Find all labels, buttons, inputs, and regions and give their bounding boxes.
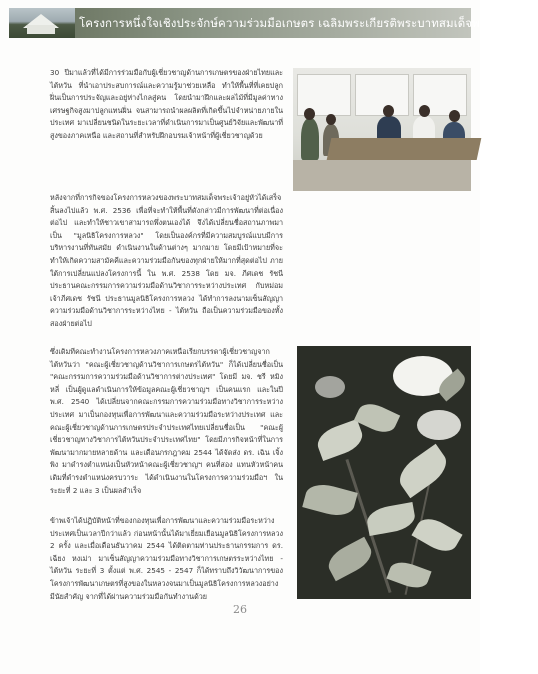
meeting-floor	[293, 160, 471, 191]
page-number: 26	[233, 603, 247, 616]
leaf-7	[324, 537, 377, 582]
paragraph-3: ซึ่งเดิมทีคณะทำงานโครงการหลวงภาคเหนือเรียกบรรดาผู้เชี่ยวชาญจากไต้หวันว่า "คณะผู้เชี่ยวชาญด้านวิชาการเกษตรไต้หวัน" ก็ได้เปลี่ยนชื่อเป็น "คณะกรรมการความร่วมมือด้านวิชาการต่างประเทศ" โดยมี มจ. ชรี หมิงหลี่ เป็นผู้ดูแลดำเนินการให้ข้อมูลคณะผู้เชี่ยวชาญฯ เป็นคนแรก และในปี พ.ศ. 2540 ได้เปลี่ยนจากคณะกรรมการความร่วมมือทางวิชาการระหว่างประเทศ มาเป็นกองทุนเพื่อการพัฒนาและความร่วมมือระหว่างประเทศ และคณะผู้เชี่ยวชาญด้านการเกษตรประจำประเทศไทยเปลี่ยนชื่อเป็น "คณะผู้เชี่ยวชาญทางวิชาการไต้หวันประจำประเทศไทย" โดยมีภารกิจหน้าที่ในการพัฒนามากมายหลายด้าน และเดือนกรกฎาคม 2544 ได้จัดส่ง ดร. เฉิน เจิ้งพิง มาดำรงตำแหน่งเป็นหัวหน้าคณะผู้เชี่ยวชาญฯ คนที่สอง แทนหัวหน้าคนเดิมที่ดำรงตำแหน่งครบวาระ ได้ดำเนินงานในโครงการความร่วมมือฯ ในระยะที่ 2 และ 3 เป็นผลสำเร็จ	[50, 347, 283, 495]
meeting-person-2-head	[326, 114, 336, 125]
meeting-photo	[293, 68, 471, 191]
pavilion-hall	[27, 25, 55, 34]
meeting-person-4-head	[419, 105, 430, 117]
leaf-4	[302, 480, 358, 520]
leaf-1	[314, 419, 367, 461]
meeting-person-5-head	[449, 110, 460, 122]
meeting-window-center	[355, 74, 409, 116]
leaf-3	[393, 444, 453, 498]
meeting-person-1-head	[304, 108, 315, 120]
meeting-person-1	[301, 118, 319, 160]
meeting-person-3-head	[383, 105, 394, 117]
paragraph-2: หลังจากที่การกิจของโครงการหลวงของพระบาทสมเด็จพระเจ้าอยู่หัวได้เสร็จสิ้นลงไปแล้ว พ.ศ. 2536 เพื่อที่จะทำให้พื้นที่ดังกล่าวมีการพัฒนาที่ต่อเนื่องต่อไป และทำให้ชาวเขาสามารถพึ่งตนเองได้ จึงได้เปลี่ยนชื่อสถานภาพมาเป็น "มูลนิธิโครงการหลวง" โดยเป็นองค์กรที่มีความสมบูรณ์แบบมีการบริหารงานที่ทันสมัย ดำเนินงานในด้านต่างๆ มากมาย โดยมีเป้าหมายที่จะทำให้เกิดความสามัคคีและความร่วมมือกันของทุกฝ่ายให้มากที่สุดต่อไป ภายใต้การเปลี่ยนแปลงโครงการนี้ ใน พ.ศ. 2538 โดย มจ. ภีศเดช รัชนี ประธานคณะกรรมการความร่วมมือด้านวิชาการระหว่างประเทศ กับหม่อมเจ้าภีศเดช รัชนี ประธานมูลนิธิโครงการหลวง ได้ทำการลงนามเซ็นสัญญาความร่วมมือด้านวิชาการระหว่างไทย - ไต้หวัน ถือเป็นความร่วมมือของทั้งสองฝ่ายต่อไป	[50, 193, 283, 328]
leaf-6	[411, 513, 462, 558]
meeting-table	[327, 138, 482, 160]
paragraph-1: 30 ปีมาแล้วที่ได้มีการร่วมมือกับผู้เชี่ยวชาญด้านการเกษตรของฝ่ายไทยและไต้หวัน ที่นำเอาประสบการณ์และความรู้มาช่วยเหลือ ทำให้พื้นที่ที่เคยปลูกฝิ่นเป็นการประจัญและอยู่ห่างไกลสู่คน โดยนำมาฝึกและผลไม้ที่มีมูลค่าทางเศรษฐกิจสูงมาปลูกแทนฝิ่น จนสามารถนำผลผลิตที่เกิดขึ้นไปจำหน่ายภายในประเทศ มาเปลี่ยนชนิดในระยะเวลาที่ดำเนินการมาเป็นศูนย์วิจัยและพัฒนาที่สูงของภาคเหนือ และสถานที่สำหรับฝึกอบรมเจ้าหน้าที่ผู้เชี่ยวชาญด้วย	[50, 68, 283, 140]
paragraph-4: ข้าพเจ้าได้ปฏิบัติหน้าที่ของกองทุนเพื่อการพัฒนาและความร่วมมือระหว่างประเทศเป็นเวลาปีกว่าแล้ว ก่อนหน้านั้นได้มาเยี่ยมเยือนมูลนิธิโครงการหลวง 2 ครั้ง และเมื่อเดือนธันวาคม 2544 ได้ติดตามท่านประธานกรรมการ ดร. เฉียง หงเม่า มาเซ็นสัญญาความร่วมมือทางวิชาการเกษตรระหว่างไทย - ไต้หวัน ระยะที่ 3 ตั้งแต่ พ.ศ. 2545 - 2547 ก็ได้ทราบถึงวิวัฒนาการของโครงการพัฒนาเกษตรที่สูงของในหลวงจนมาเป็นมูลนิธิโครงการหลวงอย่างมีนัยสำคัญ จากที่ได้ผ่านความร่วมมือกันทำงานด้วย	[50, 516, 283, 601]
foliage-light-3	[315, 376, 345, 398]
foliage-photo	[297, 346, 471, 599]
foliage-light-2	[417, 410, 461, 440]
royal-pavilion-photo	[9, 8, 75, 38]
header-banner	[9, 8, 538, 38]
leaf-8	[386, 558, 431, 592]
leaf-5	[365, 502, 417, 536]
header-title: โครงการหนึ่งใจเชิงประจักษ์ความร่วมมือเกษตร เฉลิมพระเกียรติพระบาทสมเด็จพระเจ้าอยู่หัว	[79, 16, 538, 30]
